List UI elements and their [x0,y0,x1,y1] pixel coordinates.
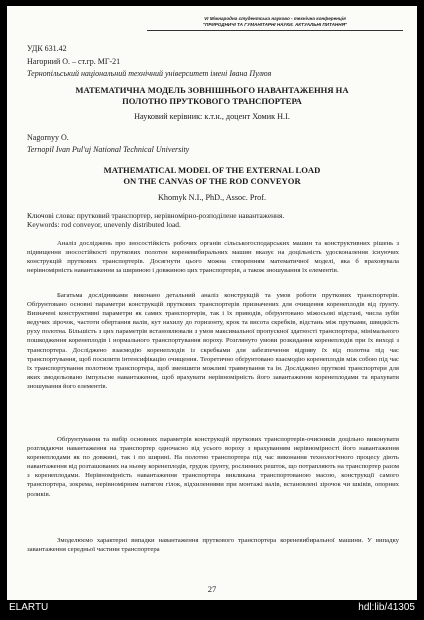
page-number: 27 [207,584,217,594]
body-paragraph: Багатьма дослідниками виконано детальний аналіз конструкцій та умов роботи пруткових транспортерів. Обґрунтовано основні параметри конструкцій пруткових транспортерів призначених для очищення коренеплодів від ґрунту. Визначені конструктивні параметри як самих транспортерів, так і їх приводів, обґрунтовано міжосьові відстані, числа зубів ведучих зірочок, частоти обертання валів, кут нахилу до горизонту, крок та висота скребків, відстань між прутками, швидкість руху полотна. Більшість з цих параметрів встановлювали з умов максимальної пропускної здатності транспортера, мінімального пошкодження коренеплодів і нормального транспортування вороху. Розглянуто умови розкидання коренеплодів при їх виході з транспортера. Досліджено взаємодію коренеплодів із скребками для забезпечення відриву їх від полотна під час транспортування, щоб посилити інтенсифікацію очищення. Теоретично обґрунтовано взаємодію коренеплодів між собою під час їх транспортування полотном транспортера, щоб зменшити можливі травмування та ін. Досліджено пруткові транспортери для яких змодельовано імпульсне навантаження, щоб врахувати нерівномірність його завантаження коренеплодами та врахувати зношування його елементів. [27,292,399,390]
conference-line-2: "ПРИРОДНИЧІ ТА ГУМАНІТАРНІ НАУКИ. АКТУАЛЬНІ ПИТАННЯ" [202,22,348,27]
affiliation-en: Ternopil Ivan Pul'uj National Technical University [27,145,190,154]
keywords-en: Keywords: rod conveyor, unevenly distributed load. [27,220,181,229]
body-paragraph: Аналіз досліджень про зносостійкість робочих органів сільськогосподарських машин та конструктивних рішень з підвищення зносостійкості пруткових полотен кореневибиральних машин вказує на доцільність удосконалення існуючих конструкцій пруткових транспортерів. Досягнути цього можна створенням математичної моделі, яка б враховувала нерівномірність навантаження за шириною і довжиною цих транспортерів, а також зношування їх елементів. [27,240,399,275]
footer-handle: hdl:lib/41305 [358,602,415,613]
body-paragraph: Обґрунтування та вибір основних параметрів конструкцій пруткових транспортерів-очисників доцільно виконувати розглядаючи навантаження на транспортер одночасно від усього вороху з врахуванням нерівномірності його навантаження коренеплодами як по довжині, так і по ширині. На полотно транспортера під час виконання технологічного процесу діють навантаження від розташованих на ньому коренеплодів, грудок ґрунту, рослинних решток, що потрапляють на транспортер разом з коренеплодами. Нерівномірність навантаження транспортера викликана транспортованою масою, конструкції самого транспортера, зокрема, нерівномірним натягом гілок, відхиленнями при монтажі валів, встановлені зірочок чи шківів, опорних роликів. [27,436,399,498]
supervisor-en: Khomyk N.I., PhD., Assoc. Prof. [157,193,267,202]
author-ua: Нагорний О. – ст.гр. МГ-21 [27,57,121,66]
udc-code: УДК 631.42 [27,44,67,53]
title-en [27,165,397,187]
conference-line-1: VI Міжнародна студентська науково - технічна конференція [204,16,346,21]
author-en: Nagornyy O. [27,133,69,142]
affiliation-ua: Тернопільський національний технічний університет імені Івана Пулюя [27,69,272,78]
title-ua [27,85,397,107]
footer-repository-label: ELARTU [9,602,49,613]
body-paragraph: Змоделюємо характерні випадки навантаження пруткового транспортера кореневибиральної машини. У випадку завантаження середньої частини транспортера [27,537,399,554]
title-ua-line-1: МАТЕМАТИЧНА МОДЕЛЬ ЗОВНІШНЬОГО НАВАНТАЖЕННЯ НА [75,85,349,95]
title-en-line-1: MATHEMATICAL MODEL OF THE EXTERNAL LOAD [103,165,321,175]
header-rule [147,30,403,31]
supervisor-ua: Науковий керівник: к.т.н., доцент Хомик Н.І. [134,112,290,121]
title-ua-line-2: ПОЛОТНО ПРУТКОВОГО ТРАНСПОРТЕРА [122,96,302,106]
document-page [7,6,417,600]
keywords-ua: Ключові слова: прутковий транспортер, нерівномірно-розподілене навантаження. [27,211,285,220]
conference-header [147,16,403,28]
title-en-line-2: ON THE CANVAS OF THE ROD CONVEYOR [123,176,301,186]
